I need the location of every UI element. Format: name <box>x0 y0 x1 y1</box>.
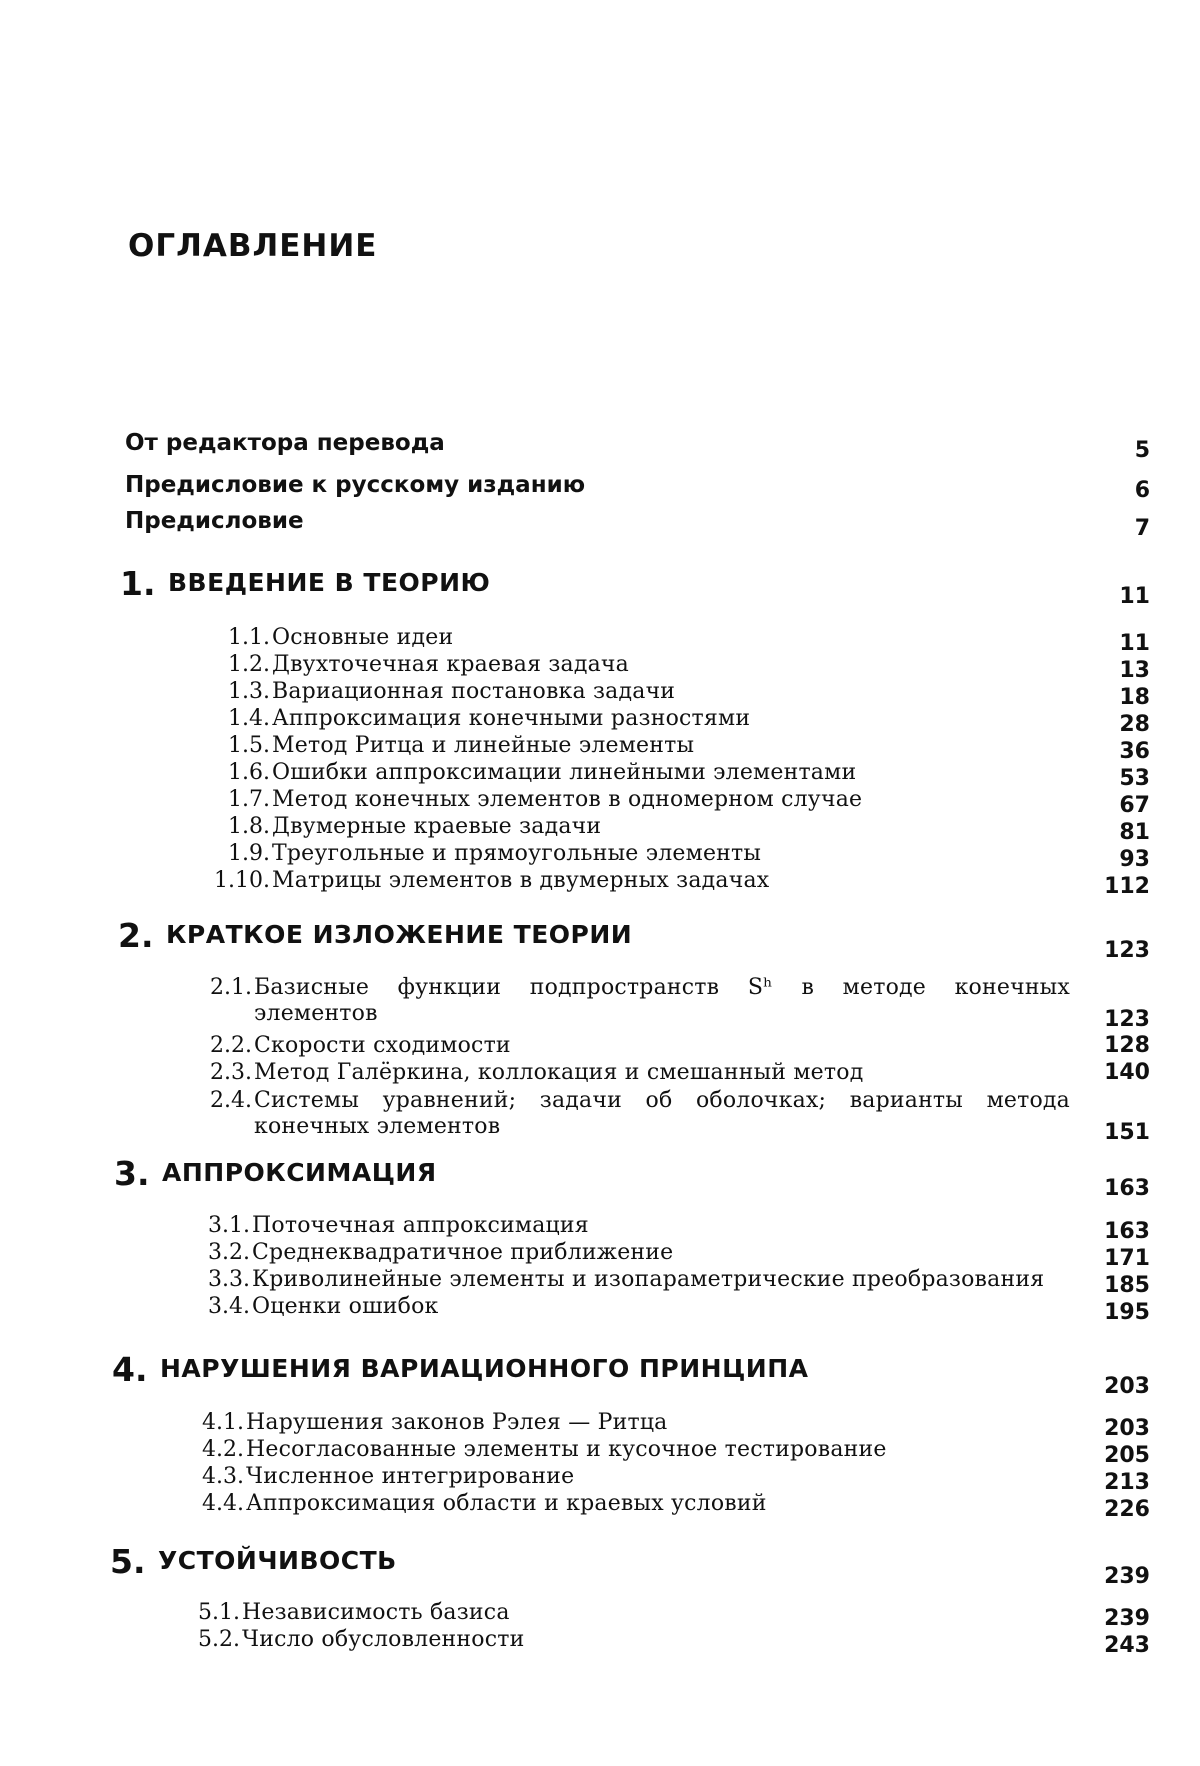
section-number: 2.4. <box>210 1088 252 1113</box>
section-page: 93 <box>1119 847 1150 872</box>
section-page: 203 <box>1104 1416 1150 1441</box>
section-number: 3.4. <box>208 1294 250 1319</box>
section-number: 3.3. <box>208 1267 250 1292</box>
section-title: Независимость базиса <box>242 1600 510 1625</box>
section-number: 2.3. <box>210 1060 252 1085</box>
chapter-number: 3. <box>114 1154 150 1193</box>
section-title: Среднеквадратичное приближение <box>252 1240 674 1265</box>
front-matter-title: Предисловие к русскому изданию <box>125 472 586 498</box>
section-number: 1.5. <box>228 733 270 758</box>
section-page: 195 <box>1104 1300 1150 1325</box>
section-title: Системы уравнений; задачи об оболочках; варианты метода конечных элементов <box>254 1088 1070 1139</box>
section-title: Базисные функции подпространств Sʰ в методе конечных элементов <box>254 975 1070 1026</box>
section-page: 13 <box>1119 658 1150 683</box>
section-page: 140 <box>1104 1060 1150 1085</box>
chapter-title: КРАТКОЕ ИЗЛОЖЕНИЕ ТЕОРИИ <box>166 920 633 949</box>
section-page: 151 <box>1104 1120 1150 1145</box>
section-number: 2.2. <box>210 1033 252 1058</box>
section-title: Основные идеи <box>272 625 454 650</box>
section-page: 28 <box>1119 712 1150 737</box>
section-number: 4.4. <box>202 1491 244 1516</box>
section-number: 5.1. <box>198 1600 240 1625</box>
section-title: Метод конечных элементов в одномерном случае <box>272 787 863 812</box>
section-title: Треугольные и прямоугольные элементы <box>272 841 762 866</box>
section-page: 171 <box>1104 1246 1150 1271</box>
section-number: 4.2. <box>202 1437 244 1462</box>
section-page: 243 <box>1104 1633 1150 1658</box>
section-title: Метод Ритца и линейные элементы <box>272 733 695 758</box>
chapter-number: 4. <box>112 1350 148 1389</box>
section-page: 53 <box>1119 766 1150 791</box>
section-title: Число обусловленности <box>242 1627 525 1652</box>
section-page: 185 <box>1104 1273 1150 1298</box>
section-title: Двухточечная краевая задача <box>272 652 629 677</box>
section-number: 1.2. <box>228 652 270 677</box>
section-number: 2.1. <box>210 975 252 1000</box>
section-page: 239 <box>1104 1606 1150 1631</box>
page-heading: ОГЛАВЛЕНИЕ <box>128 228 378 264</box>
section-number: 1.6. <box>228 760 270 785</box>
section-number: 1.1. <box>228 625 270 650</box>
section-title: Криволинейные элементы и изопараметрические преобразования <box>252 1267 1045 1292</box>
section-number: 1.4. <box>228 706 270 731</box>
section-page: 81 <box>1119 820 1150 845</box>
section-page: 11 <box>1119 631 1150 656</box>
section-page: 213 <box>1104 1470 1150 1495</box>
chapter-title: УСТОЙЧИВОСТЬ <box>158 1546 397 1575</box>
chapter-title: ВВЕДЕНИЕ В ТЕОРИЮ <box>168 568 491 597</box>
section-title: Несогласованные элементы и кусочное тестирование <box>246 1437 887 1462</box>
chapter-number: 2. <box>118 916 154 955</box>
section-number: 3.2. <box>208 1240 250 1265</box>
chapter-page: 163 <box>1104 1176 1150 1201</box>
chapter-page: 11 <box>1119 584 1150 609</box>
section-title: Аппроксимация области и краевых условий <box>246 1491 767 1516</box>
front-matter-title: От редактора перевода <box>125 430 445 456</box>
section-title: Двумерные краевые задачи <box>272 814 602 839</box>
section-number: 5.2. <box>198 1627 240 1652</box>
section-title: Аппроксимация конечными разностями <box>272 706 751 731</box>
section-page: 67 <box>1119 793 1150 818</box>
section-title: Нарушения законов Рэлея — Ритца <box>246 1410 668 1435</box>
section-page: 226 <box>1104 1497 1150 1522</box>
section-page: 18 <box>1119 685 1150 710</box>
section-number: 4.3. <box>202 1464 244 1489</box>
section-number: 4.1. <box>202 1410 244 1435</box>
section-page: 36 <box>1119 739 1150 764</box>
section-title: Оценки ошибок <box>252 1294 439 1319</box>
section-page: 112 <box>1104 874 1150 899</box>
front-matter-title: Предисловие <box>125 508 304 534</box>
section-page: 123 <box>1104 1007 1150 1032</box>
section-title: Скорости сходимости <box>254 1033 511 1058</box>
chapter-title: АППРОКСИМАЦИЯ <box>162 1158 437 1187</box>
chapter-number: 5. <box>110 1542 146 1581</box>
front-matter-page: 6 <box>1134 478 1150 503</box>
section-number: 1.10. <box>214 868 270 893</box>
section-page: 205 <box>1104 1443 1150 1468</box>
section-title: Метод Галёркина, коллокация и смешанный метод <box>254 1060 864 1085</box>
front-matter-page: 7 <box>1134 516 1150 541</box>
section-title: Численное интегрирование <box>246 1464 575 1489</box>
front-matter-page: 5 <box>1134 438 1150 463</box>
section-number: 1.8. <box>228 814 270 839</box>
section-title: Поточечная аппроксимация <box>252 1213 589 1238</box>
chapter-number: 1. <box>120 564 156 603</box>
section-number: 1.3. <box>228 679 270 704</box>
section-page: 128 <box>1104 1033 1150 1058</box>
section-title: Матрицы элементов в двумерных задачах <box>272 868 770 893</box>
chapter-title: НАРУШЕНИЯ ВАРИАЦИОННОГО ПРИНЦИПА <box>160 1354 809 1383</box>
section-number: 3.1. <box>208 1213 250 1238</box>
chapter-page: 123 <box>1104 938 1150 963</box>
section-number: 1.9. <box>228 841 270 866</box>
chapter-page: 239 <box>1104 1564 1150 1589</box>
section-title: Вариационная постановка задачи <box>272 679 676 704</box>
section-page: 163 <box>1104 1219 1150 1244</box>
chapter-page: 203 <box>1104 1374 1150 1399</box>
section-number: 1.7. <box>228 787 270 812</box>
section-title: Ошибки аппроксимации линейными элементами <box>272 760 857 785</box>
